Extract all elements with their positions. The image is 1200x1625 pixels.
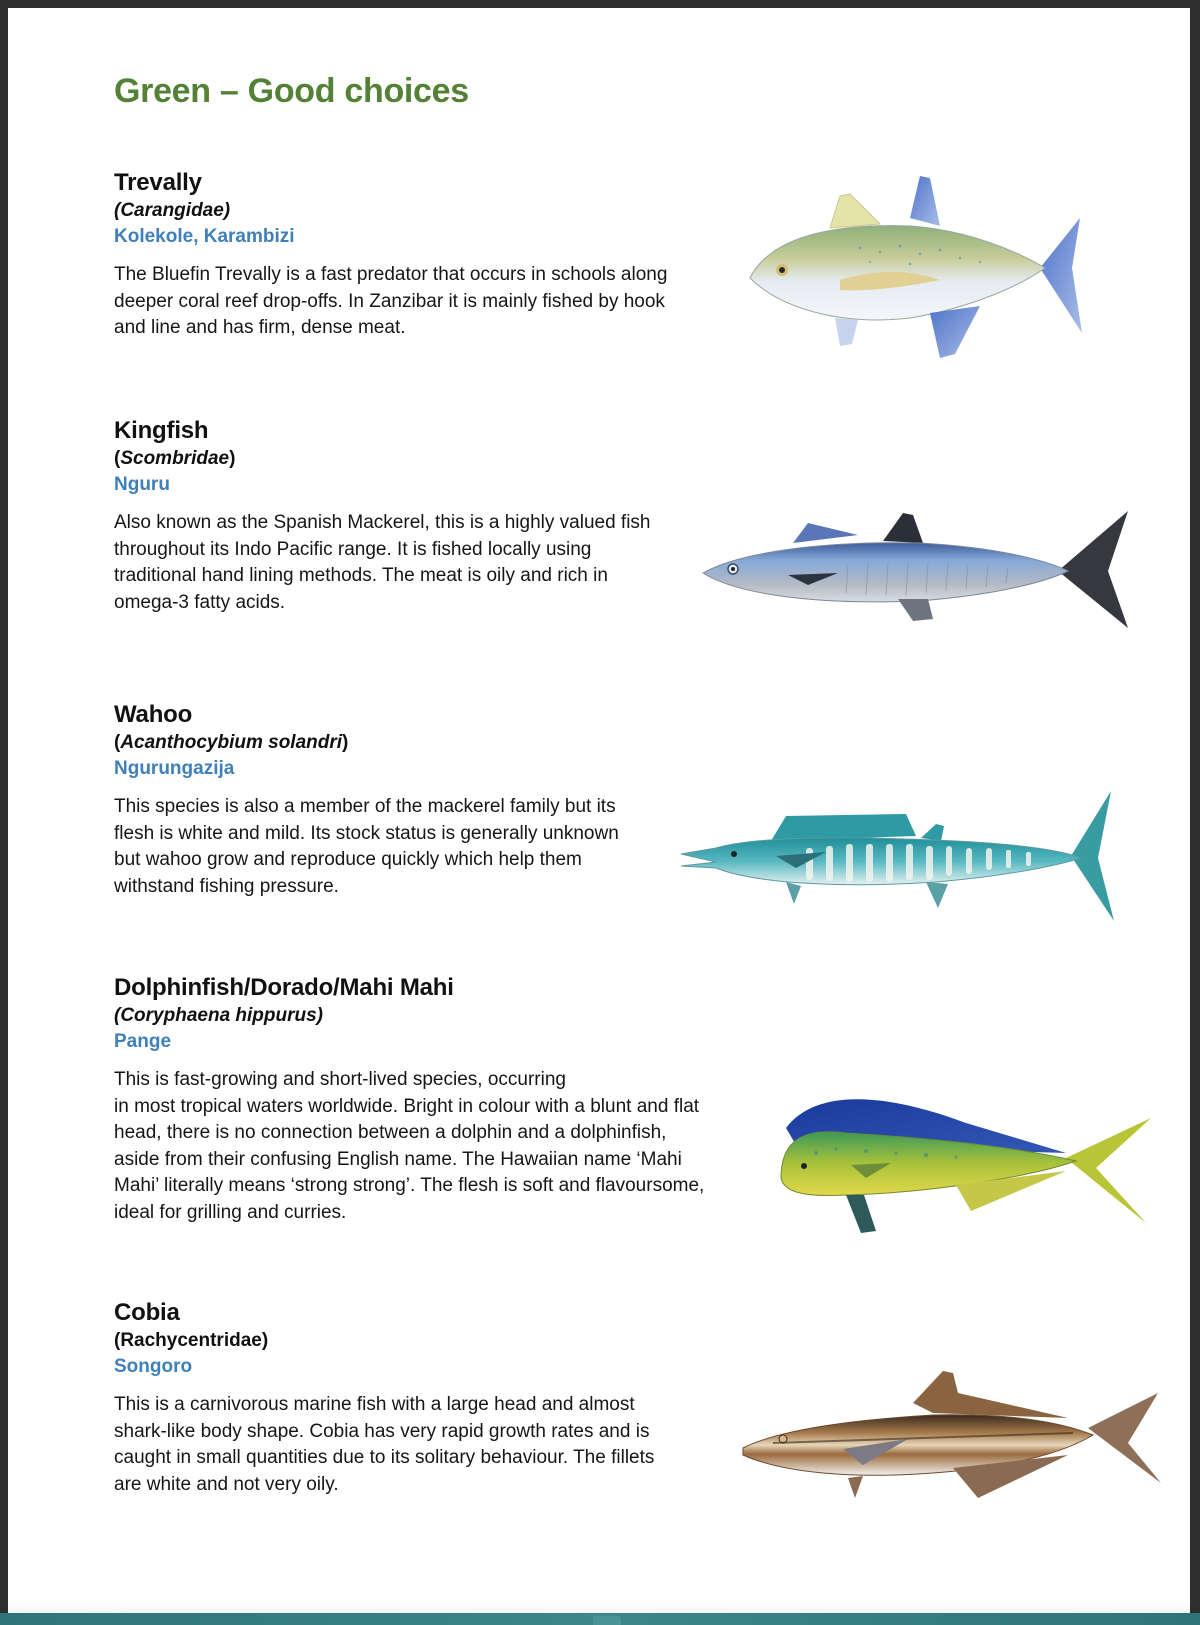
trevally-fish-illustration xyxy=(740,168,1100,368)
scientific-name: (Coryphaena hippurus) xyxy=(114,1005,324,1026)
description-line: ideal for grilling and curries. xyxy=(114,1201,347,1223)
mahi-mahi-fish-illustration xyxy=(766,1083,1156,1253)
description-line: shark-like body shape. Cobia has very rapid growth rates and is xyxy=(114,1420,650,1442)
species-name: Dolphinfish/Dorado/Mahi Mahi xyxy=(114,974,454,1001)
description-line: deeper coral reef drop-offs. In Zanzibar it is mainly fished by hook xyxy=(114,290,665,312)
scientific-paren-close: ) xyxy=(229,448,236,469)
species-entry-kingfish xyxy=(114,416,754,616)
scientific-name-italic: Acanthocybium solandri xyxy=(120,732,343,753)
description-line: aside from their confusing English name. The Hawaiian name ‘Mahi xyxy=(114,1148,682,1170)
species-entry-wahoo xyxy=(114,700,754,900)
scientific-paren-close: ) xyxy=(342,732,349,753)
description-line: withstand fishing pressure. xyxy=(114,875,339,897)
section-heading: Green – Good choices xyxy=(114,72,469,110)
species-description xyxy=(114,262,754,342)
description-line: This is fast-growing and short-lived species, occurring xyxy=(114,1069,566,1090)
local-name: Pange xyxy=(114,1031,172,1052)
description-line: flesh is white and mild. Its stock status is generally unknown xyxy=(114,822,619,844)
scientific-paren-open: ( xyxy=(114,732,121,753)
wahoo-fish-illustration xyxy=(676,786,1121,931)
scientific-name xyxy=(114,730,754,756)
description-line: throughout its Indo Pacific range. It is fished locally using xyxy=(114,538,592,560)
species-name: Trevally xyxy=(114,169,202,196)
description-line: but wahoo grow and reproduce quickly which help them xyxy=(114,849,582,870)
description-line: in most tropical waters worldwide. Bright in colour with a blunt and flat xyxy=(114,1095,700,1117)
kingfish-fish-illustration xyxy=(698,503,1143,633)
description-line: omega-3 fatty acids. xyxy=(114,591,286,613)
scientific-name: (Carangidae) xyxy=(114,200,231,221)
species-name: Cobia xyxy=(114,1299,180,1326)
species-name: Wahoo xyxy=(114,701,193,728)
description-line: traditional hand lining methods. The meat is oily and rich in xyxy=(114,565,608,586)
description-line: Mahi’ literally means ‘strong strong’. The flesh is soft and flavoursome, xyxy=(114,1175,705,1196)
toolbar-handle[interactable] xyxy=(593,1616,621,1625)
document-page xyxy=(8,8,1190,1613)
description-line: This species is also a member of the mackerel family but its xyxy=(114,796,616,817)
species-name: Kingfish xyxy=(114,417,209,444)
species-description xyxy=(114,1067,774,1226)
description-line: are white and not very oily. xyxy=(114,1473,339,1495)
species-entry-trevally xyxy=(114,168,754,342)
local-name: Ngurungazija xyxy=(114,758,235,779)
description-line: Also known as the Spanish Mackerel, this is a highly valued fish xyxy=(114,512,651,533)
description-line: This is a carnivorous marine fish with a large head and almost xyxy=(114,1394,635,1415)
cobia-fish-illustration xyxy=(733,1363,1168,1508)
species-entry-cobia xyxy=(114,1298,754,1498)
description-line: head, there is no connection between a dolphin and a dolphinfish, xyxy=(114,1122,667,1143)
local-name: Nguru xyxy=(114,474,170,495)
description-line: caught in small quantities due to its solitary behaviour. The fillets xyxy=(114,1447,655,1468)
scientific-name-italic: Scombridae xyxy=(120,448,230,469)
scientific-paren-open: ( xyxy=(114,448,121,469)
scientific-name xyxy=(114,446,754,472)
viewer-bottom-bar xyxy=(0,1613,1200,1625)
description-line: and line and has firm, dense meat. xyxy=(114,317,406,338)
local-name: Songoro xyxy=(114,1356,193,1377)
species-description xyxy=(114,794,754,900)
scientific-name: (Rachycentridae) xyxy=(114,1330,269,1351)
species-description xyxy=(114,510,754,616)
local-name: Kolekole, Karambizi xyxy=(114,226,295,247)
species-entry-dolphinfish xyxy=(114,973,774,1226)
species-description xyxy=(114,1392,754,1498)
description-line: The Bluefin Trevally is a fast predator that occurs in schools along xyxy=(114,264,668,285)
